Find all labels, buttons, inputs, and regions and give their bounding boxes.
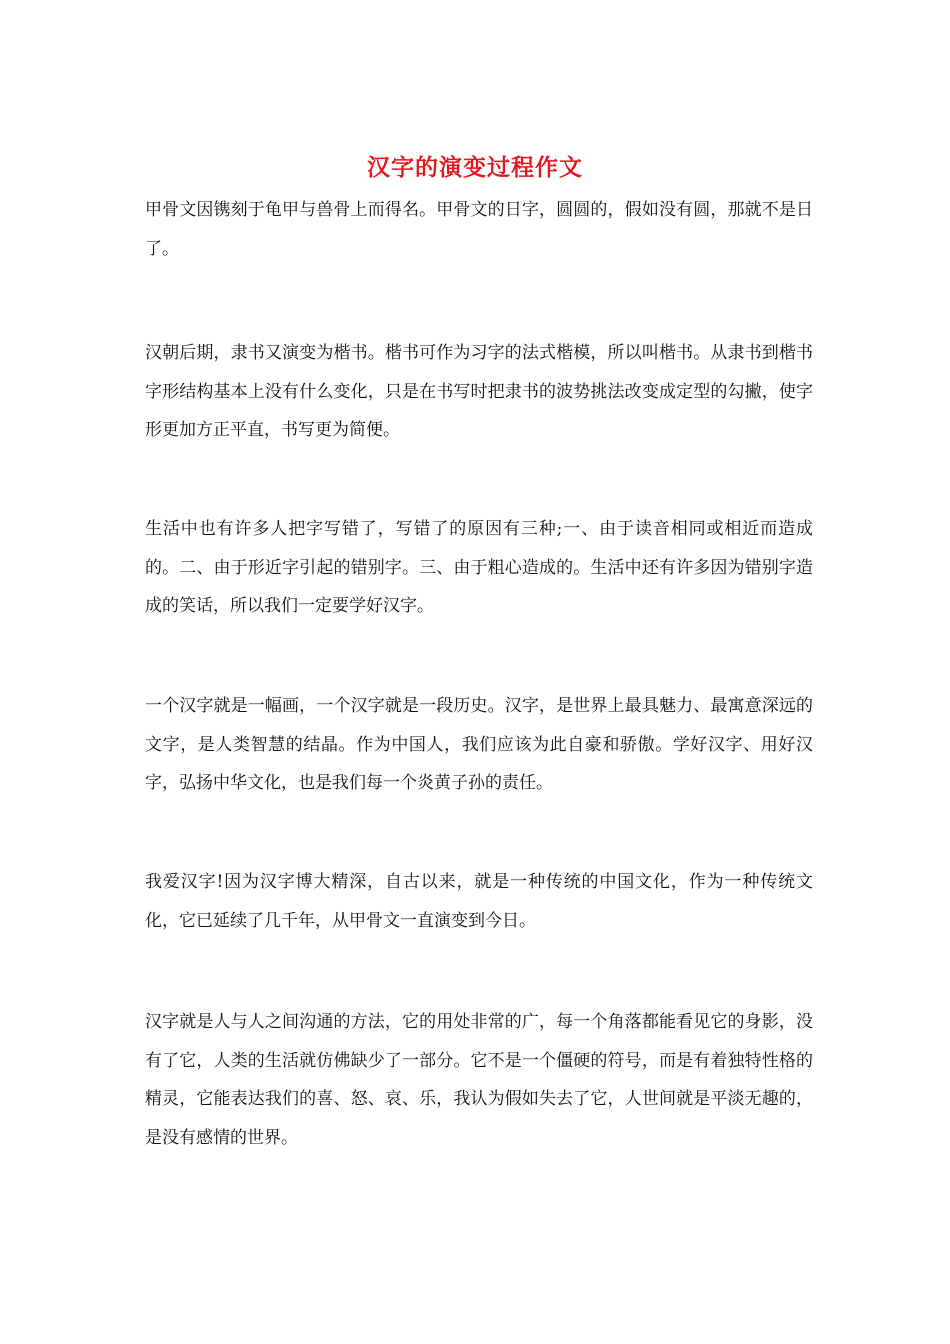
- paragraph-communication: 汉字就是人与人之间沟通的方法，它的用处非常的广，每一个角落都能看见它的身影，没有了它，人类的生活就仿佛缺少了一部分。它不是一个僵硬的符号，而是有着独特性格的精灵，它能表达我们的喜、怒、哀、乐，我认为假如失去了它，人世间就是平淡无趣的，是没有感情的世界。: [145, 1012, 813, 1148]
- document-title: 汉字的演变过程作文: [367, 154, 583, 181]
- paragraph-oracle-bone: 甲骨文因镌刻于龟甲与兽骨上而得名。甲骨文的日字，圆圆的，假如没有圆，那就不是日了。: [145, 200, 813, 259]
- paragraph-history: 一个汉字就是一幅画，一个汉字就是一段历史。汉字，是世界上最具魅力、最寓意深远的文字，是人类智慧的结晶。作为中国人，我们应该为此自豪和骄傲。学好汉字、用好汉字，弘扬中华文化，也是我们每一个炎黄子孙的责任。: [145, 696, 813, 793]
- paragraph-typos: 生活中也有许多人把字写错了，写错了的原因有三种;一、由于读音相同或相近而造成的。二、由于形近字引起的错别字。三、由于粗心造成的。生活中还有许多因为错别字造成的笑话，所以我们一定要学好汉字。: [145, 519, 813, 616]
- paragraph-love-hanzi: 我爱汉字!因为汉字博大精深，自古以来，就是一种传统的中国文化，作为一种传统文化，它已延续了几千年，从甲骨文一直演变到今日。: [145, 872, 813, 931]
- paragraph-regular-script: 汉朝后期，隶书又演变为楷书。楷书可作为习字的法式楷模，所以叫楷书。从隶书到楷书字形结构基本上没有什么变化，只是在书写时把隶书的波势挑法改变成定型的勾撇，使字形更加方正平直，书写更为简便。: [145, 343, 813, 440]
